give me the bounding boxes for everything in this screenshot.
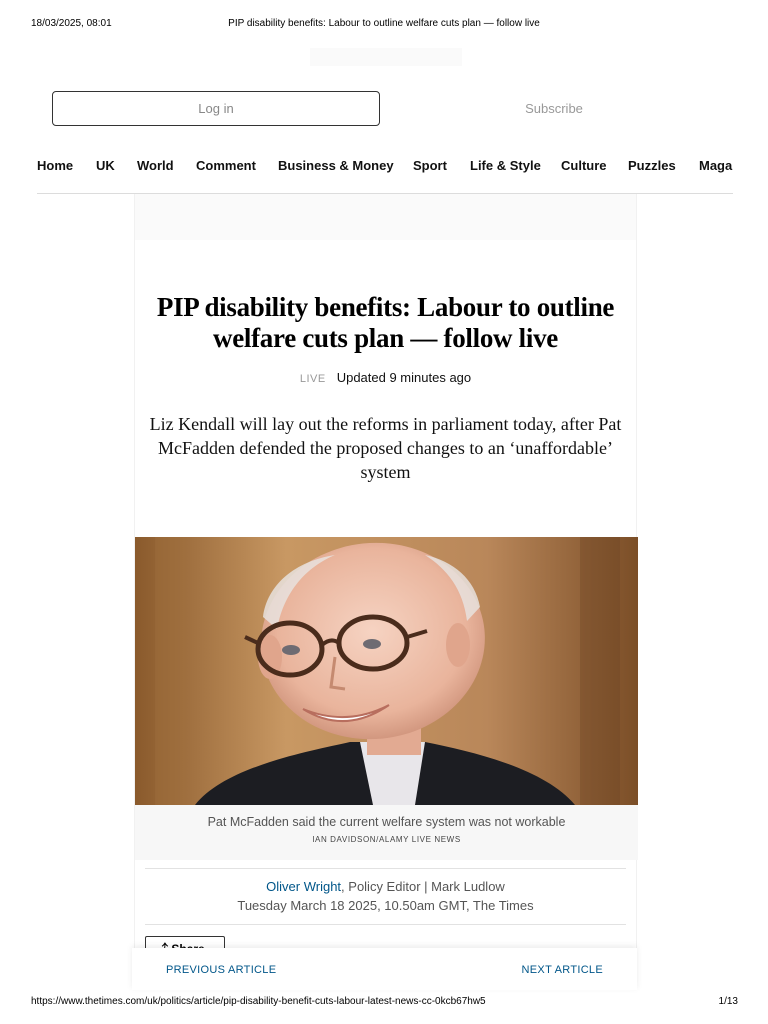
- article: [134, 194, 637, 954]
- article-dateline: Tuesday March 18 2025, 10.50am GMT, The Times: [237, 898, 534, 913]
- article-photo: [135, 537, 638, 805]
- nav-item-world[interactable]: World: [137, 158, 174, 173]
- print-url: https://www.thetimes.com/uk/politics/article/pip-disability-benefit-cuts-labour-latest-news-cc-0kcb67hw5: [31, 996, 486, 1007]
- photo-caption: Pat McFadden said the current welfare system was not workable: [207, 815, 566, 829]
- nav-item-puzzles[interactable]: Puzzles: [628, 158, 676, 173]
- print-datetime: 18/03/2025, 08:01: [31, 18, 112, 29]
- byline-rest: , Policy Editor | Mark Ludlow: [341, 879, 505, 894]
- article-headline: PIP disability benefits: Labour to outline welfare cuts plan — follow live: [156, 292, 615, 353]
- byline: [145, 868, 626, 925]
- nav-item-business-money[interactable]: Business & Money: [278, 158, 394, 173]
- nav-item-magazine[interactable]: Maga: [699, 158, 733, 173]
- author-link-oliver-wright[interactable]: Oliver Wright: [266, 879, 342, 894]
- byline-authors: [145, 879, 626, 894]
- print-page-title: PIP disability benefits: Labour to outline welfare cuts plan — follow live: [228, 18, 540, 29]
- main-navigation: [37, 157, 733, 194]
- nav-item-culture[interactable]: Culture: [561, 158, 607, 173]
- live-badge: LIVE: [299, 373, 326, 385]
- ad-placeholder: [135, 194, 636, 240]
- masthead-logo-placeholder: [310, 48, 462, 66]
- article-standfirst: Liz Kendall will lay out the reforms in parliament today, after Pat McFadden defended the proposed changes to an ‘unaffordable’ system: [149, 414, 622, 482]
- login-button[interactable]: Log in: [52, 91, 380, 126]
- nav-item-home[interactable]: Home: [37, 158, 74, 173]
- nav-item-comment[interactable]: Comment: [196, 158, 256, 173]
- photo-caption-area: [135, 805, 638, 860]
- nav-item-sport[interactable]: Sport: [413, 158, 447, 173]
- updated-time: Updated 9 minutes ago: [336, 370, 472, 385]
- next-article-link[interactable]: NEXT ARTICLE: [521, 964, 603, 976]
- article-pagination-bar: [132, 948, 637, 990]
- article-meta: [135, 370, 636, 385]
- print-page-number: 1/13: [718, 996, 738, 1007]
- nav-item-uk[interactable]: UK: [96, 158, 115, 173]
- subscribe-button[interactable]: Subscribe: [525, 101, 583, 116]
- nav-item-life-style[interactable]: Life & Style: [470, 158, 541, 173]
- print-header: [0, 0, 768, 40]
- previous-article-link[interactable]: PREVIOUS ARTICLE: [166, 964, 277, 976]
- photo-credit: IAN DAVIDSON/ALAMY LIVE NEWS: [312, 835, 461, 844]
